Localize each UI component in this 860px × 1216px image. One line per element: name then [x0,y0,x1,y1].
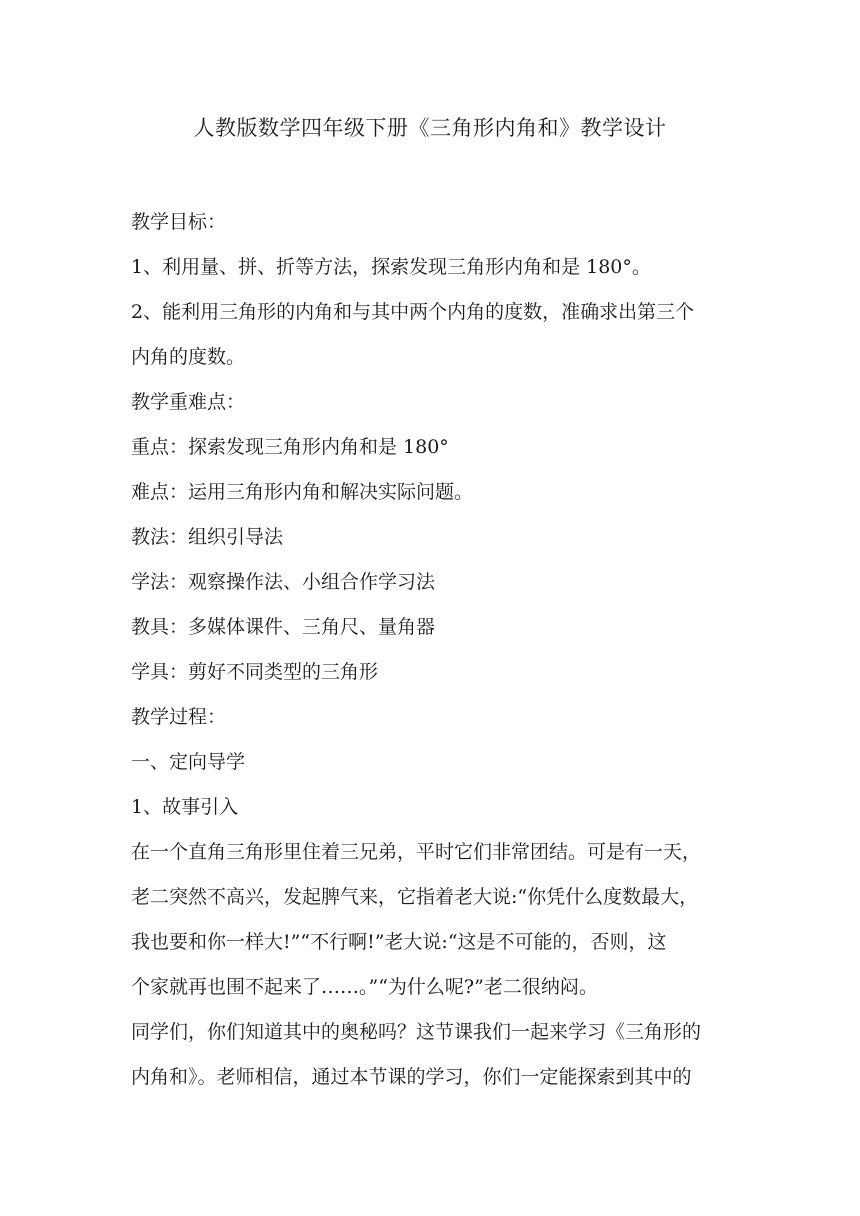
section-heading-process: 教学过程： [131,706,227,728]
difficult-point: 难点：运用三角形内角和解决实际问题。 [131,481,474,503]
teaching-method: 教法：组织引导法 [131,526,284,548]
teaching-aids: 教具：多媒体课件、三角尺、量角器 [131,616,436,638]
section-heading-key-points: 教学重难点： [131,391,246,413]
intro-paragraph-line-1: 同学们，你们知道其中的奥秘吗？这节课我们一起来学习《三角形的 [131,1021,702,1043]
learning-method: 学法：观察操作法、小组合作学习法 [131,571,436,593]
section-heading-objectives: 教学目标： [131,211,227,233]
document-title: 人教版数学四年级下册《三角形内角和》教学设计 [193,116,667,140]
learning-aids: 学具：剪好不同类型的三角形 [131,661,379,683]
intro-paragraph-line-2: 内角和》。老师相信，通过本节课的学习，你们一定能探索到其中的 [131,1066,692,1088]
process-step-1: 一、定向导学 [131,751,246,773]
process-substep-story: 1、故事引入 [131,796,239,818]
story-paragraph-line-4: 个家就再也围不起来了……。”“为什么呢?”老二很纳闷。 [131,976,598,998]
story-paragraph-line-1: 在一个直角三角形里住着三兄弟，平时它们非常团结。可是有一天， [131,841,702,863]
story-paragraph-line-2: 老二突然不高兴，发起脾气来，它指着老大说:“你凭什么度数最大， [131,886,699,908]
document-body [131,200,731,1100]
story-paragraph-line-3: 我也要和你一样大!”“不行啊!”老大说:“这是不可能的，否则，这 [131,931,667,953]
key-point: 重点：探索发现三角形内角和是 180° [131,436,449,458]
objective-2-line-2: 内角的度数。 [131,346,246,368]
objective-2-line-1: 2、能利用三角形的内角和与其中两个内角的度数，准确求出第三个 [131,301,695,323]
objective-1: 1、利用量、拼、折等方法，探索发现三角形内角和是 180°。 [131,256,651,278]
